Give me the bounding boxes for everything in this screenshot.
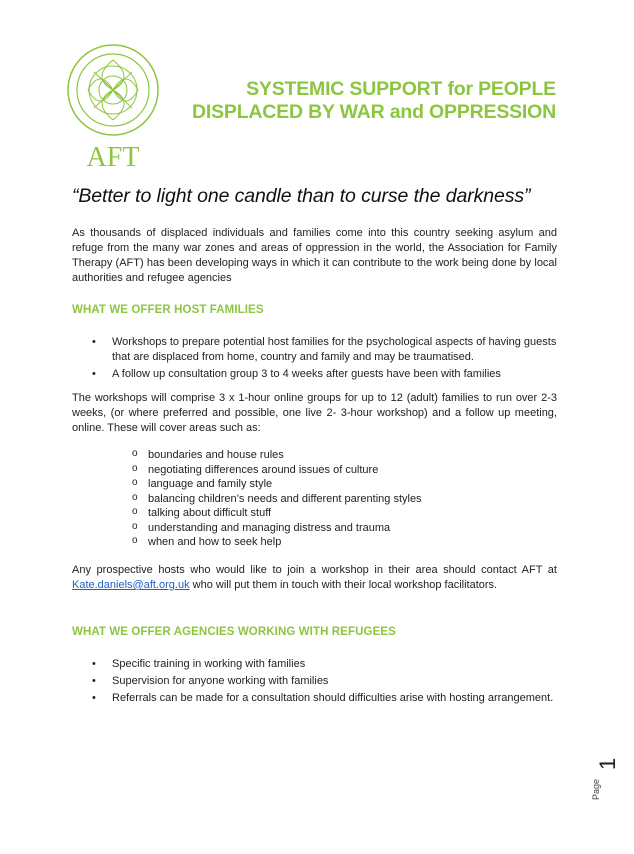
celtic-knot-emblem-icon	[58, 38, 168, 173]
list-item: • Specific training in working with families	[92, 658, 306, 670]
list-item: • Referrals can be made for a consultation should difficulties arise with hosting arrangement.	[92, 692, 554, 704]
list-item: o when and how to seek help	[132, 535, 282, 548]
bullet-icon: •	[92, 336, 96, 348]
agency-bullet-list	[92, 657, 562, 708]
list-item: • Workshops to prepare potential host families for the psychological aspects of having guests that are displaced from home, country and family and may be traumatised.	[92, 336, 557, 363]
list-item: • A follow up consultation group 3 to 4 weeks after guests have been with families	[92, 368, 501, 380]
list-item: • Supervision for anyone working with families	[92, 675, 329, 687]
intro-paragraph: As thousands of displaced individuals and families come into this country seeking asylum and refuge from the many war zones and areas of oppression in the world, the Association for Family Therapy (AFT) has been developing ways in which it can contribute to the work being done by local authorities and refugee agencies	[72, 227, 557, 284]
circle-bullet-icon: o	[132, 462, 138, 474]
logo-mark-text: AFT	[86, 142, 140, 173]
bullet-icon: •	[92, 692, 96, 704]
aft-logo	[58, 38, 168, 173]
list-item: o negotiating differences around issues of culture	[132, 462, 379, 476]
circle-bullet-icon: o	[132, 448, 138, 459]
title-line-1: SYSTEMIC SUPPORT for PEOPLE	[246, 78, 556, 100]
quote: “Better to light one candle than to curse the darkness”	[72, 185, 531, 207]
bullet-icon: •	[92, 675, 96, 687]
contact-paragraph: Any prospective hosts who would like to join a workshop in their area should contact AFT at Kate.daniels@aft.org.uk who will put them in touch with their local workshop facilitators.	[72, 564, 557, 591]
list-item: o understanding and managing distress and trauma	[132, 520, 391, 534]
list-item: o balancing children’s needs and different parenting styles	[132, 491, 422, 505]
list-item: o boundaries and house rules	[132, 448, 284, 461]
page-title	[192, 78, 556, 124]
contact-email-link[interactable]: Kate.daniels@aft.org.uk	[72, 579, 190, 591]
circle-bullet-icon: o	[132, 506, 138, 517]
host-bullet-list	[92, 335, 557, 384]
circle-bullet-icon: o	[132, 520, 138, 532]
page-number-value: 1	[595, 757, 620, 770]
list-item: o language and family style	[132, 477, 273, 490]
host-families-heading: WHAT WE OFFER HOST FAMILIES	[72, 304, 264, 316]
agencies-heading: WHAT WE OFFER AGENCIES WORKING WITH REFUGEES	[72, 626, 396, 638]
bullet-icon: •	[92, 658, 96, 670]
page-label: Page	[591, 778, 601, 800]
circle-bullet-icon: o	[132, 477, 138, 488]
list-item: o talking about difficult stuff	[132, 506, 272, 519]
topics-list	[132, 448, 532, 550]
title-line-2: DISPLACED BY WAR and OPPRESSION	[192, 101, 556, 123]
page-number	[583, 757, 620, 810]
circle-bullet-icon: o	[132, 491, 138, 503]
workshops-paragraph: The workshops will comprise 3 x 1-hour online groups for up to 12 (adult) families to run over 2-3 weeks, (or where preferred and possible, one live 2- 3-hour workshop) and a follow up meeting, online. These will cover areas such as:	[72, 392, 557, 434]
bullet-icon: •	[92, 368, 96, 380]
circle-bullet-icon: o	[132, 535, 138, 546]
